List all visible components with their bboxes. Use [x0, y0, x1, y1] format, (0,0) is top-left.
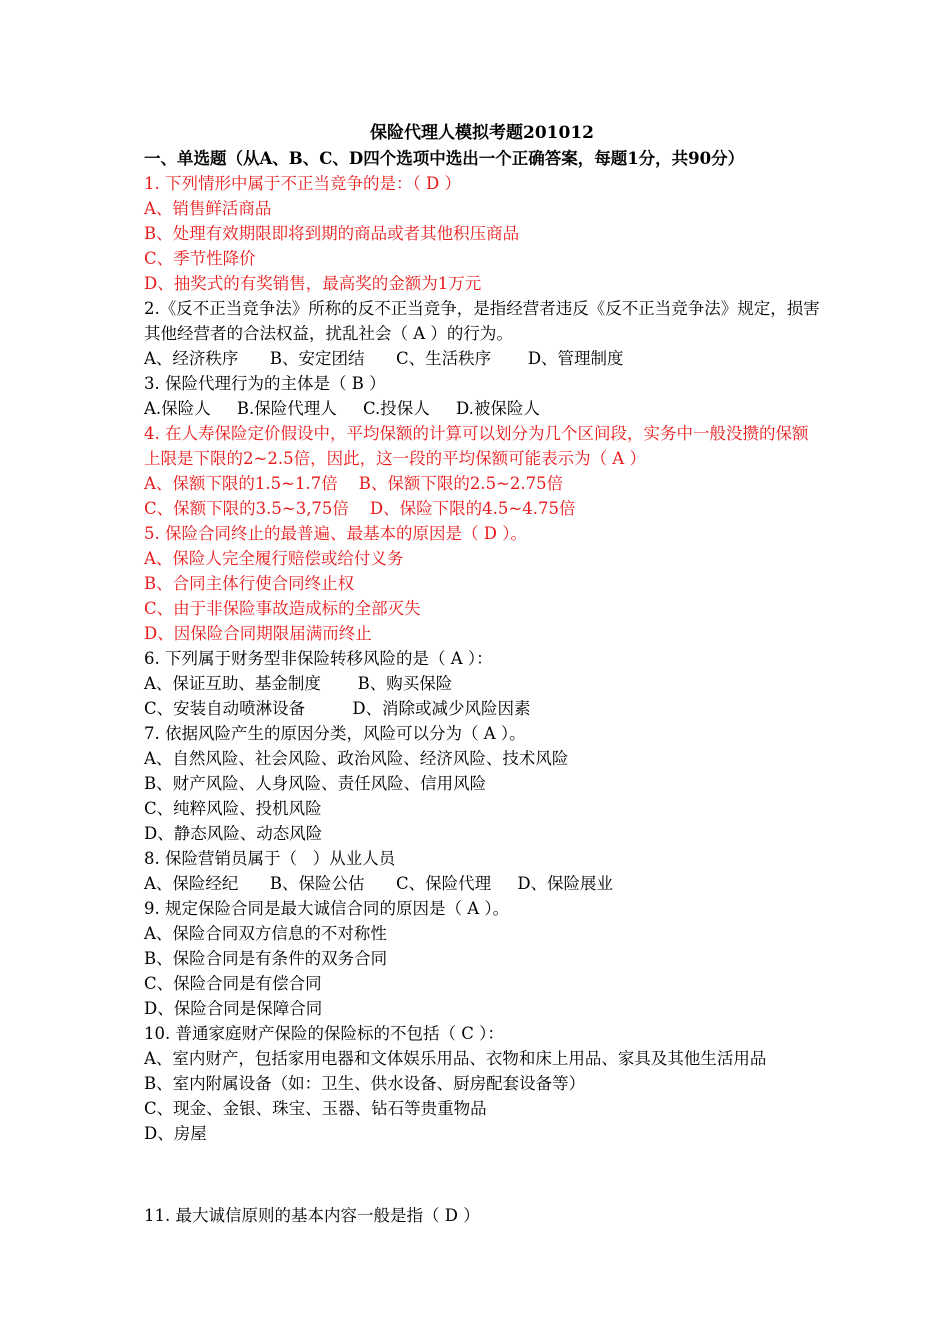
document-title: 保险代理人模拟考题201012: [370, 123, 594, 143]
document-page: [144, 121, 820, 1228]
text-line: 10. 普通家庭财产保险的保险标的不包括（ C ）：: [144, 1024, 504, 1043]
text-line: 8. 保险营销员属于（ ）从业人员: [144, 849, 396, 868]
blank-line: [144, 1162, 820, 1187]
text-line: C、现金、金银、珠宝、玉器、钻石等贵重物品: [144, 1099, 487, 1118]
question-list: [144, 171, 820, 1228]
text-line: C、安装自动喷淋设备 D、消除或减少风险因素: [144, 699, 531, 718]
text-line: A、室内财产，包括家用电器和文体娱乐用品、衣物和床上用品、家具及其他生活用品: [144, 1049, 767, 1068]
text-line: A、保额下限的1.5~1.7倍 B、保额下限的2.5~2.75倍: [144, 474, 564, 493]
text-line: 7. 依据风险产生的原因分类，风险可以分为（ A ）。: [144, 724, 526, 743]
text-line: B、处理有效期限即将到期的商品或者其他积压商品: [144, 224, 520, 243]
text-line: C、季节性降价: [144, 249, 256, 268]
text-line: 9. 规定保险合同是最大诚信合同的原因是（ A ）。: [144, 899, 510, 918]
text-line: C、保险合同是有偿合同: [144, 974, 322, 993]
text-line: B、保险合同是有条件的双务合同: [144, 949, 388, 968]
text-line: A、自然风险、社会风险、政治风险、经济风险、技术风险: [144, 749, 569, 768]
text-line: B、合同主体行使合同终止权: [144, 574, 355, 593]
text-line: 4. 在人寿保险定价假设中，平均保额的计算可以划分为几个区间段，实务中一般没攒的保额上限是下限的2~2.5倍，因此，这一段的平均保额可能表示为（ A ）: [144, 424, 809, 468]
text-line: 5. 保险合同终止的最普遍、最基本的原因是（ D ）。: [144, 524, 527, 543]
text-line: A、销售鲜活商品: [144, 199, 272, 218]
text-line: A、保险人完全履行赔偿或给付义务: [144, 549, 404, 568]
text-line: 1. 下列情形中属于不正当竞争的是：（ D ）: [144, 174, 461, 193]
text-line: D、抽奖式的有奖销售，最高奖的金额为1万元: [144, 274, 482, 293]
text-line: 6. 下列属于财务型非保险转移风险的是（ A ）：: [144, 649, 493, 668]
text-line: B、室内附属设备（如：卫生、供水设备、厨房配套设备等）: [144, 1074, 586, 1093]
text-line: A、经济秩序 B、安定团结 C、生活秩序 D、管理制度: [144, 349, 624, 368]
section-heading: 一、单选题（从A、B、C、D四个选项中选出一个正确答案，每题1分，共90分）: [144, 149, 745, 168]
text-line: 2.《反不正当竞争法》所称的反不正当竞争，是指经营者违反《反不正当竞争法》规定，损害其他经营者的合法权益，扰乱社会（ A ）的行为。: [144, 299, 820, 343]
text-line: 11. 最大诚信原则的基本内容一般是指（ D ）: [144, 1206, 480, 1225]
text-line: D、保险合同是保障合同: [144, 999, 323, 1018]
text-line: C、纯粹风险、投机风险: [144, 799, 322, 818]
text-line: A、保险经纪 B、保险公估 C、保险代理 D、保险展业: [144, 874, 614, 893]
text-line: C、保额下限的3.5~3,75倍 D、保险下限的4.5~4.75倍: [144, 499, 576, 518]
text-line: A、保证互助、基金制度 B、购买保险: [144, 674, 453, 693]
text-line: C、由于非保险事故造成标的全部灭失: [144, 599, 421, 618]
text-line: A、保险合同双方信息的不对称性: [144, 924, 387, 943]
text-line: 3. 保险代理行为的主体是（ B ）: [144, 374, 386, 393]
text-line: D、房屋: [144, 1124, 207, 1143]
text-line: D、因保险合同期限届满而终止: [144, 624, 372, 643]
text-line: B、财产风险、人身风险、责任风险、信用风险: [144, 774, 487, 793]
text-line: D、静态风险、动态风险: [144, 824, 323, 843]
text-line: A.保险人 B.保险代理人 C.投保人 D.被保险人: [144, 399, 540, 418]
